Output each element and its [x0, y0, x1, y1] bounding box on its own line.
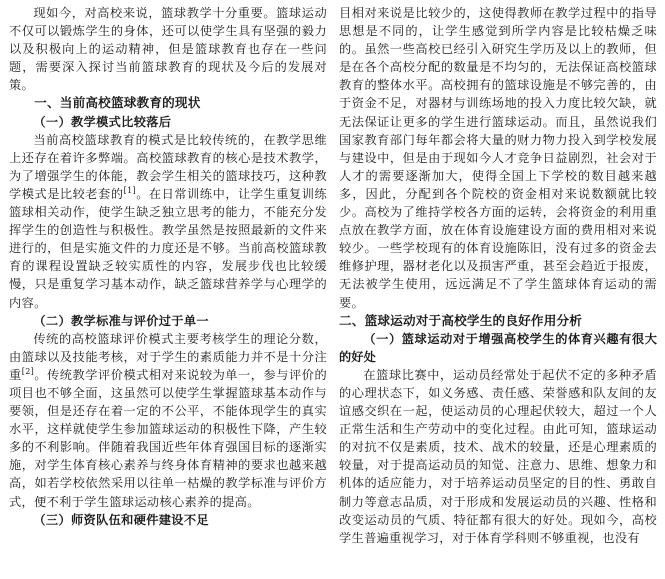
left-column	[9, 4, 327, 529]
text-span: 当前高校篮球教育的模式是比较传统的，在教学思维上还存在着许多弊端。高校篮球教育的核心是技术教学，为了增强学生的体能，教会学生相关的篮球技巧，这种教学模式是比较老套的	[9, 132, 327, 201]
section-heading-1: 一、当前高校篮球教育的现状	[34, 95, 201, 111]
text-span: 。传统教学评价模式相对来说较为单一，参与评价的项目也不够全面，这虽然可以使学生掌握篮球基本动作与要领，但是还存在着一定的不公平，不能体现学生的真实水平，这样就使学生参加篮球运动的积极性下降，产生较多的不利影响。伴随着我国近些年体育强国目标的逐渐实施，对学生体育核心素养与终身体育精神的要求也越来越高，如若学校依然采用以往单一枯燥的教学标准与评价方式，便不利于学生篮球运动核心素养的提高。	[9, 367, 327, 509]
citation-ref-1: [1]	[123, 185, 136, 195]
subsection-heading-2-1: （一）篮球运动对于增强高校学生的体育兴趣有很大的好处	[339, 331, 657, 364]
text-span: 传统的高校篮球评价模式主要考核学生的理论分数，由篮球以及技能考核，对于学生的素质能力并不是十分注重	[9, 331, 327, 382]
paragraph-interest: 在篮球比赛中，运动员经常处于起伏不定的多种矛盾的心理状态下，如义务感、责任感、荣誉感和队友间的友谊感交织在一起，使运动员的心理起伏较大，超过一个人正常生活和生产劳动中的变化过程。由此可知，篮球运动的对抗不仅是素质，技术、战术的较量，还是心理素质的较量，对于提高运动员的知觉、注意力、思维、想象力和机体的适应能力，对于培养运动员坚定的目的性、勇敢自制力等意志品质，对于形成和发展运动员的兴趣、性格和改变运动员的气质、特征都有很大的好处。现如今，高校学生普遍重视学习，对于体育学科则不够重视，也没有	[339, 367, 657, 545]
paragraph-evaluation	[9, 330, 327, 511]
intro-paragraph: 现如今，对高校来说，篮球教学十分重要。篮球运动不仅可以锻炼学生的身体，还可以使学生具有坚强的毅力以及积极向上的运动精神，但是篮球教育也存在一些问题，需要深入探讨当前篮球教育的现状及今后的发展对策。	[9, 6, 327, 93]
text-span: 。在日常训练中，让学生重复训练篮球相关动作，使学生缺乏独立思考的能力，不能充分发挥学生的创造性与积极性。教学虽然是按照最新的文件来进行的，但是实施文件的力度还是不够。当前高校篮球教育的课程设置缺乏较实质性的内容，发展步伐也比较缓慢，只是重复学习基本动作，缺乏篮球营养学与心理学的内容。	[9, 186, 328, 310]
subsection-heading-1-2: （二）教学标准与评价过于单一	[33, 313, 209, 328]
subsection-heading-1-1: （一）教学模式比较落后	[33, 114, 172, 129]
paragraph-teaching-mode	[9, 131, 327, 312]
section-heading-2: 二、篮球运动对于高校学生的良好作用分析	[339, 312, 583, 328]
paragraph-continued: 目相对来说是比较少的，这使得教师在教学过程中的指导思想是不同的，让学生感觉到所学内容是比较枯燥乏味的。虽然一些高校已经引入研究生学历及以上的教师，但是在各个高校分配的数量是不均匀的，无法保证高校篮球教育的整体水平。高校拥有的篮球设施是不够完善的，由于资金不足，对器材与训练场地的投入力度比较欠缺，就无法保证让更多的学生进行篮球运动。而且，虽然说我们国家教育部门每年都会将大量的财力物力投入到学校发展与建设中，但是由于现如今人才竞争日益剧烈，社会对于人才的需要逐渐加大，使得全国上下学校的数目越来越多，因此，分配到各个院校的资金相对来说数额就比较少。高校为了维持学校各方面的运转，会将资金的利用重点放在教学方面，放在体育设施建设方面的费用相对来说较少。一些学校现有的体育设施陈旧，没有过多的资金去维修护理，器材老化以及损害严重，甚至会趋近于报废，无法被学生使用，远远满足不了学生篮球体育运动的需要。	[339, 6, 657, 310]
subsection-heading-1-3: （三）师资队伍和硬件建设不足	[33, 512, 209, 527]
right-column	[339, 4, 657, 547]
citation-ref-2: [2]	[21, 366, 35, 376]
